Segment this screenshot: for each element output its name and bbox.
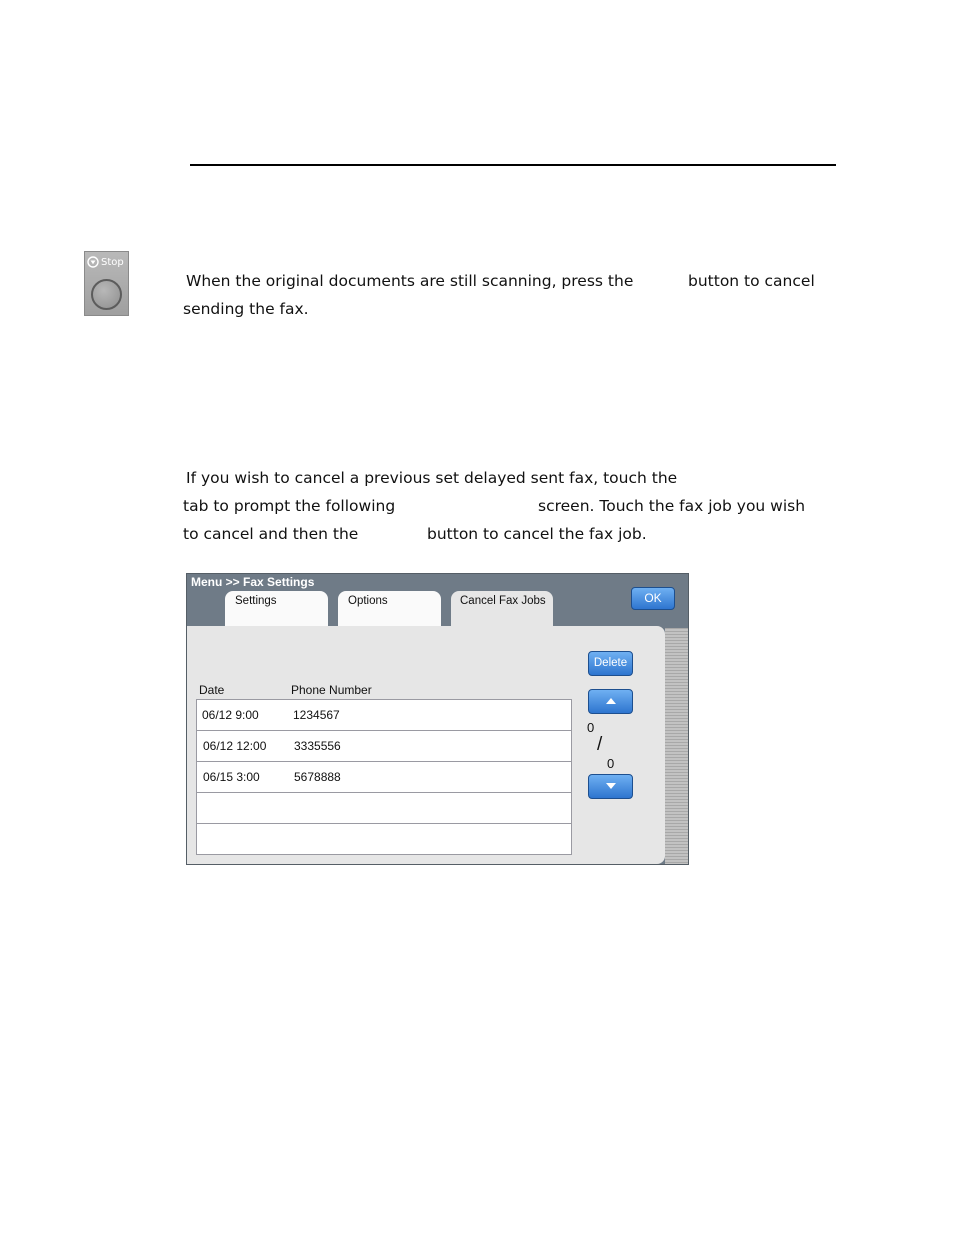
page-separator: / bbox=[597, 734, 603, 755]
scroll-strip bbox=[665, 628, 688, 864]
stop-button-graphic bbox=[91, 279, 122, 310]
page-current: 0 bbox=[587, 720, 595, 735]
table-row[interactable] bbox=[196, 699, 572, 731]
para1-line2: sending the fax. bbox=[183, 300, 309, 318]
tab-settings[interactable] bbox=[225, 591, 328, 627]
para2-line2-b: screen. Touch the fax job you wish bbox=[538, 497, 806, 515]
table-row-empty[interactable] bbox=[196, 792, 572, 824]
stop-key-text: Stop bbox=[101, 256, 124, 268]
delete-button[interactable]: Delete bbox=[588, 651, 633, 676]
tab-options-label: Options bbox=[348, 595, 388, 607]
page-total: 0 bbox=[607, 756, 615, 771]
para2-line3-b: button to cancel the fax job. bbox=[427, 525, 647, 543]
tab-cancel-fax-jobs[interactable] bbox=[451, 591, 553, 627]
job-phone: 5678888 bbox=[294, 770, 341, 784]
para2-line3-a: to cancel and then the bbox=[183, 525, 359, 543]
para1-line1-b: button to cancel bbox=[688, 272, 815, 290]
job-phone: 1234567 bbox=[293, 708, 340, 722]
fax-settings-screen bbox=[186, 573, 689, 865]
tab-options[interactable] bbox=[338, 591, 441, 627]
job-date: 06/15 3:00 bbox=[203, 770, 260, 784]
tab-settings-label: Settings bbox=[235, 595, 277, 607]
table-row[interactable] bbox=[196, 730, 572, 762]
scroll-down-button[interactable] bbox=[588, 774, 633, 799]
ok-button[interactable]: OK bbox=[631, 587, 675, 610]
tab-cancel-fax-jobs-label: Cancel Fax Jobs bbox=[460, 595, 546, 607]
header-rule bbox=[190, 164, 836, 166]
para2-line1: If you wish to cancel a previous set delayed sent fax, touch the bbox=[186, 469, 678, 487]
column-header-date: Date bbox=[199, 683, 225, 697]
job-date: 06/12 9:00 bbox=[202, 708, 259, 722]
table-row-empty[interactable] bbox=[196, 823, 572, 855]
para2-line2-a: tab to prompt the following bbox=[183, 497, 396, 515]
column-header-phone: Phone Number bbox=[291, 683, 372, 697]
table-row[interactable] bbox=[196, 761, 572, 793]
stop-key-label bbox=[87, 256, 124, 268]
job-date: 06/12 12:00 bbox=[203, 739, 267, 753]
arrow-down-icon bbox=[605, 782, 617, 790]
arrow-up-icon bbox=[605, 697, 617, 705]
para1-line1-a: When the original documents are still scanning, press the bbox=[186, 272, 634, 290]
breadcrumb: Menu >> Fax Settings bbox=[191, 575, 315, 589]
stop-key-image bbox=[84, 251, 129, 316]
scroll-up-button[interactable] bbox=[588, 689, 633, 714]
job-phone: 3335556 bbox=[294, 739, 341, 753]
stop-icon bbox=[87, 256, 99, 268]
